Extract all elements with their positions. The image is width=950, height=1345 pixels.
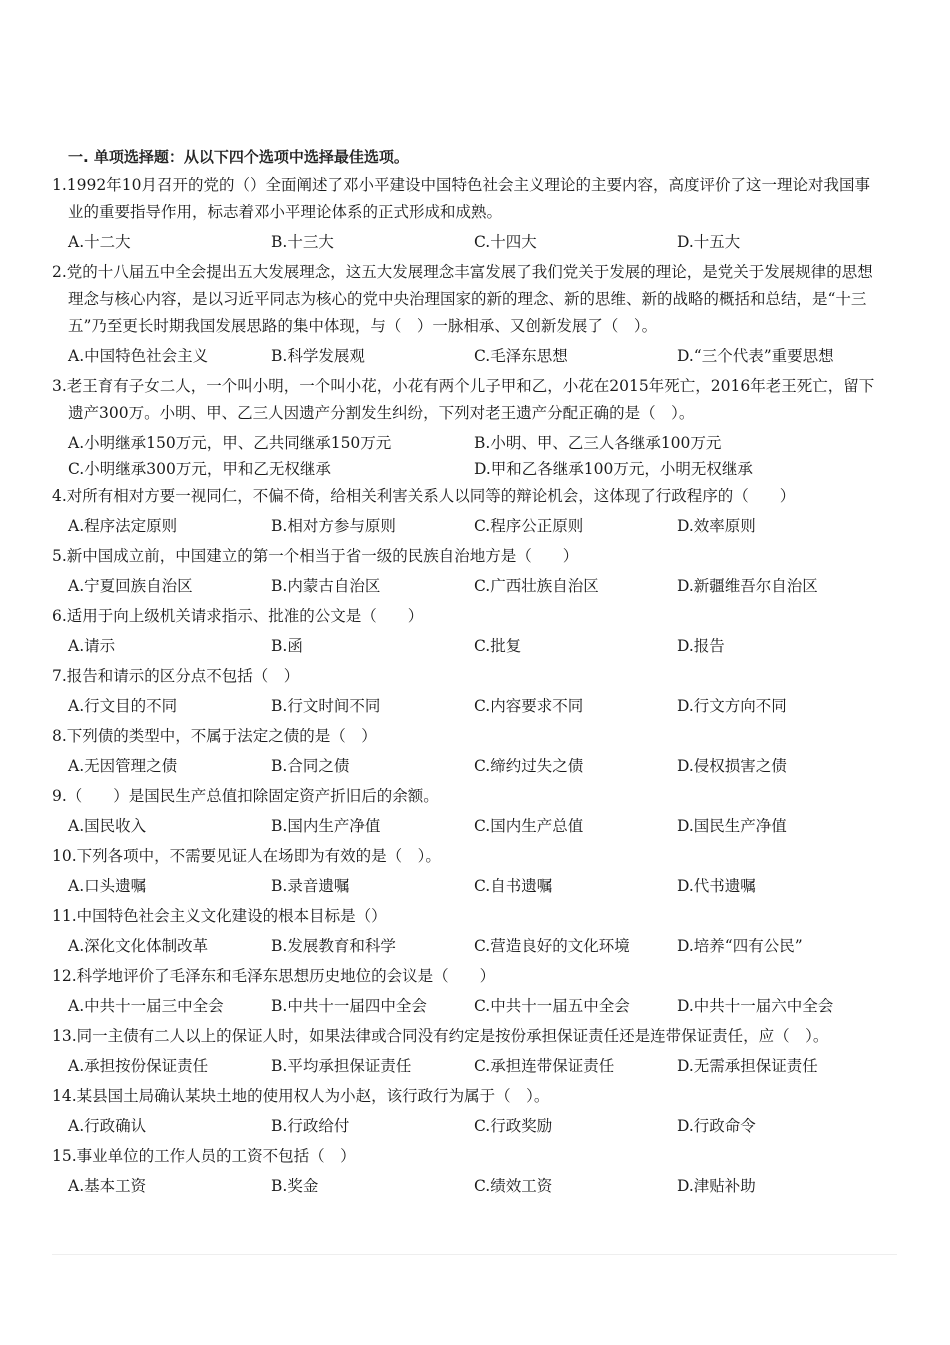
question-5 (52, 543, 882, 600)
footer-divider (52, 1254, 897, 1255)
question-text: 下列各项中，不需要见证人在场即为有效的是（ ）。 (76, 847, 441, 865)
option-a: A.程序法定原则 (68, 517, 178, 535)
option-c: C.营造良好的文化环境 (474, 937, 630, 955)
option-list (52, 430, 882, 482)
option-b: B.中共十一届四中全会 (271, 997, 427, 1015)
question-3 (52, 373, 882, 482)
option-c: C.缔约过失之债 (474, 757, 584, 775)
question-number: 1. (52, 176, 67, 194)
option-d: D.侵权损害之债 (677, 757, 787, 775)
question-stem (52, 373, 882, 427)
question-number: 13. (52, 1027, 77, 1045)
option-b: B.行文时间不同 (271, 697, 381, 715)
option-d: D.国民生产净值 (677, 817, 787, 835)
question-stem (52, 663, 882, 690)
question-stem (52, 1143, 882, 1170)
option-list (52, 753, 882, 780)
question-stem (52, 843, 882, 870)
option-d: D.十五大 (677, 233, 741, 251)
option-c: C.毛泽东思想 (474, 347, 568, 365)
question-text: （ ）是国民生产总值扣除固定资产折旧后的余额。 (66, 787, 439, 805)
option-list (52, 343, 882, 370)
option-b: B.函 (271, 637, 303, 655)
option-d: D.“三个代表”重要思想 (677, 347, 834, 365)
question-number: 3. (52, 377, 67, 395)
option-a: A.十二大 (68, 233, 131, 251)
question-8 (52, 723, 882, 780)
option-c: C.国内生产总值 (474, 817, 584, 835)
option-b: B.小明、甲、乙三人各继承100万元 (474, 434, 722, 452)
question-1 (52, 172, 882, 256)
option-d: D.代书遗嘱 (677, 877, 756, 895)
question-stem (52, 783, 882, 810)
option-d: D.中共十一届六中全会 (677, 997, 834, 1015)
question-text: 中国特色社会主义文化建设的根本目标是（） (76, 907, 387, 925)
option-d: D.新疆维吾尔自治区 (677, 577, 818, 595)
option-a: A.请示 (68, 637, 116, 655)
question-number: 2. (52, 263, 67, 281)
option-b: B.奖金 (271, 1177, 319, 1195)
option-a: A.宁夏回族自治区 (68, 577, 193, 595)
option-d: D.甲和乙各继承100万元，小明无权继承 (474, 460, 753, 478)
option-c: C.批复 (474, 637, 522, 655)
question-9 (52, 783, 882, 840)
option-c: C.行政奖励 (474, 1117, 553, 1135)
question-number: 14. (52, 1087, 77, 1105)
question-6 (52, 603, 882, 660)
option-d: D.报告 (677, 637, 725, 655)
question-10 (52, 843, 882, 900)
option-c: C.中共十一届五中全会 (474, 997, 630, 1015)
option-a: A.中共十一届三中全会 (68, 997, 224, 1015)
option-d: D.培养“四有公民” (677, 937, 803, 955)
option-b: B.十三大 (271, 233, 334, 251)
question-text: 某县国土局确认某块土地的使用权人为小赵，该行政行为属于（ ）。 (76, 1087, 550, 1105)
option-list (52, 1053, 882, 1080)
question-stem (52, 543, 882, 570)
option-c: C.小明继承300万元，甲和乙无权继承 (68, 460, 331, 478)
option-c: C.十四大 (474, 233, 537, 251)
question-text: 报告和请示的区分点不包括（ ） (66, 667, 300, 685)
option-d: D.行政命令 (677, 1117, 756, 1135)
question-number: 12. (52, 967, 77, 985)
option-a: A.中国特色社会主义 (68, 347, 209, 365)
question-number: 15. (52, 1147, 77, 1165)
option-b: B.相对方参与原则 (271, 517, 396, 535)
option-d: D.津贴补助 (677, 1177, 756, 1195)
option-list (52, 1173, 882, 1200)
question-stem (52, 259, 882, 340)
question-number: 11. (52, 907, 77, 925)
option-b: B.发展教育和科学 (271, 937, 396, 955)
question-stem (52, 963, 882, 990)
option-list (52, 993, 882, 1020)
question-4 (52, 483, 882, 540)
section-title: 一. 单项选择题：从以下四个选项中选择最佳选项。 (68, 148, 409, 166)
question-stem (52, 723, 882, 750)
question-number: 10. (52, 847, 77, 865)
question-11 (52, 903, 882, 960)
question-text: 适用于向上级机关请求指示、批准的公文是（ ） (66, 607, 424, 625)
question-number: 8. (52, 727, 67, 745)
option-d: D.行文方向不同 (677, 697, 787, 715)
option-b: B.科学发展观 (271, 347, 365, 365)
option-a: A.承担按份保证责任 (68, 1057, 209, 1075)
question-text: 党的十八届五中全会提出五大发展理念，这五大发展理念丰富发展了我们党关于发展的理论，是党关于发展规律的思想理念与核心内容，是以习近平同志为核心的党中央治理国家的新的理念、新的思维、新的战略的概括和总结，是“十三五”乃至更长时期我国发展思路的集中体现，与（ ）一脉相承、又创新发展了（ ）。 (66, 263, 873, 335)
option-a: A.无因管理之债 (68, 757, 178, 775)
question-text: 老王育有子女二人，一个叫小明，一个叫小花，小花有两个儿子甲和乙，小花在2015年死亡，2016年老王死亡，留下遗产300万。小明、甲、乙三人因遗产分割发生纠纷，下列对老王遗产分配正确的是（ ）。 (66, 377, 875, 422)
question-stem (52, 1083, 882, 1110)
option-list (52, 693, 882, 720)
question-stem (52, 1023, 882, 1050)
option-c: C.绩效工资 (474, 1177, 553, 1195)
option-c: C.内容要求不同 (474, 697, 584, 715)
option-list (52, 633, 882, 660)
option-b: B.内蒙古自治区 (271, 577, 381, 595)
question-number: 4. (52, 487, 67, 505)
option-a: A.深化文化体制改革 (68, 937, 209, 955)
question-stem (52, 172, 882, 226)
option-list (52, 1113, 882, 1140)
option-c: C.程序公正原则 (474, 517, 584, 535)
option-a: A.行政确认 (68, 1117, 147, 1135)
option-d: D.无需承担保证责任 (677, 1057, 818, 1075)
question-list (52, 172, 882, 1203)
option-a: A.口头遗嘱 (68, 877, 147, 895)
option-b: B.录音遗嘱 (271, 877, 350, 895)
option-list (52, 513, 882, 540)
option-a: A.国民收入 (68, 817, 147, 835)
option-c: C.承担连带保证责任 (474, 1057, 615, 1075)
option-b: B.合同之债 (271, 757, 350, 775)
option-list (52, 873, 882, 900)
option-a: A.行文目的不同 (68, 697, 178, 715)
question-number: 7. (52, 667, 67, 685)
question-14 (52, 1083, 882, 1140)
question-12 (52, 963, 882, 1020)
option-list (52, 813, 882, 840)
option-list (52, 229, 882, 256)
question-text: 新中国成立前，中国建立的第一个相当于省一级的民族自治地方是（ ） (66, 547, 579, 565)
option-b: B.平均承担保证责任 (271, 1057, 412, 1075)
question-number: 5. (52, 547, 67, 565)
question-text: 对所有相对方要一视同仁，不偏不倚，给相关利害关系人以同等的辩论机会，这体现了行政程序的（ ） (66, 487, 796, 505)
question-text: 同一主债有二人以上的保证人时，如果法律或合同没有约定是按份承担保证责任还是连带保证责任，应（ ）。 (76, 1027, 829, 1045)
question-13 (52, 1023, 882, 1080)
question-7 (52, 663, 882, 720)
option-a: A.小明继承150万元，甲、乙共同继承150万元 (68, 434, 392, 452)
option-d: D.效率原则 (677, 517, 756, 535)
question-number: 6. (52, 607, 67, 625)
option-c: C.广西壮族自治区 (474, 577, 599, 595)
question-text: 1992年10月召开的党的（）全面阐述了邓小平建设中国特色社会主义理论的主要内容，高度评价了这一理论对我国事业的重要指导作用，标志着邓小平理论体系的正式形成和成熟。 (66, 176, 870, 221)
question-15 (52, 1143, 882, 1200)
option-list (52, 933, 882, 960)
option-c: C.自书遗嘱 (474, 877, 553, 895)
question-2 (52, 259, 882, 370)
question-stem (52, 603, 882, 630)
option-a: A.基本工资 (68, 1177, 147, 1195)
option-list (52, 573, 882, 600)
question-text: 事业单位的工作人员的工资不包括（ ） (76, 1147, 356, 1165)
question-stem (52, 483, 882, 510)
question-number: 9. (52, 787, 67, 805)
option-b: B.国内生产净值 (271, 817, 381, 835)
question-stem (52, 903, 882, 930)
question-text: 下列债的类型中，不属于法定之债的是（ ） (66, 727, 377, 745)
option-b: B.行政给付 (271, 1117, 350, 1135)
question-text: 科学地评价了毛泽东和毛泽东思想历史地位的会议是（ ） (76, 967, 496, 985)
